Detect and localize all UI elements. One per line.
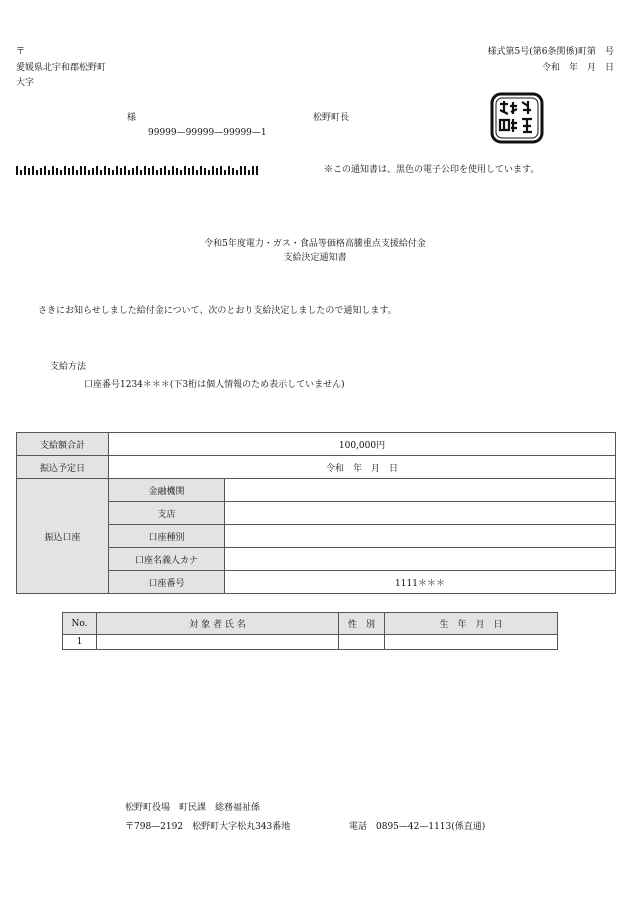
account-type-label: 口座種別 — [109, 525, 225, 548]
table-row — [17, 479, 616, 502]
account-number-label: 口座番号 — [109, 571, 225, 594]
address-line-2: 大字 — [16, 78, 35, 88]
footer-phone: 電話 0895—42—1113(係直通) — [349, 822, 486, 832]
bank-value — [225, 479, 616, 502]
table-row — [63, 635, 558, 650]
footer-office: 松野町役場 町民課 総務福祉係 — [125, 803, 261, 813]
bank-label: 金融機関 — [109, 479, 225, 502]
cell-no: 1 — [63, 635, 97, 650]
address-line-1: 愛媛県北宇和郡松野町 — [16, 63, 107, 73]
account-holder-value — [225, 548, 616, 571]
recipient-table — [62, 612, 558, 650]
issuer-title: 松野町長 — [313, 113, 350, 123]
cell-birthdate — [385, 635, 558, 650]
branch-value — [225, 502, 616, 525]
header-no: No. — [63, 613, 97, 635]
form-number: 様式第5号(第6条関係)町第 号 — [487, 47, 614, 57]
payment-table — [16, 432, 616, 594]
header-birthdate: 生 年 月 日 — [385, 613, 558, 635]
payment-method-detail: 口座番号1234＊＊＊(下3桁は個人情報のため表示していません) — [84, 380, 345, 390]
customer-barcode — [16, 165, 260, 174]
total-label: 支給額合計 — [17, 433, 109, 456]
header-name: 対 象 者 氏 名 — [97, 613, 339, 635]
header-gender: 性 別 — [339, 613, 385, 635]
table-header-row — [63, 613, 558, 635]
recipient-honorific: 様 — [127, 113, 137, 123]
table-row — [17, 433, 616, 456]
total-value: 100,000円 — [109, 433, 616, 456]
issue-date: 令和 年 月 日 — [541, 63, 614, 73]
document-title-line-2: 支給決定通知書 — [283, 253, 347, 263]
body-text: さきにお知らせしました給付金について、次のとおり支給決定しましたので通知します。 — [38, 306, 397, 316]
transfer-date-label: 振込予定日 — [17, 456, 109, 479]
cell-name — [97, 635, 339, 650]
postal-mark: 〒 — [16, 47, 26, 57]
account-holder-label: 口座名義人カナ — [109, 548, 225, 571]
transfer-date-value: 令和 年 月 日 — [109, 456, 616, 479]
transfer-account-label: 振込口座 — [17, 479, 109, 594]
payment-method-heading: 支給方法 — [50, 362, 87, 372]
table-row — [17, 456, 616, 479]
electronic-seal-notice: ※この通知書は、黒色の電子公印を使用しています。 — [324, 165, 540, 175]
account-number-value: 1111＊＊＊ — [225, 571, 616, 594]
recipient-id-number: 99999—99999—99999—1 — [148, 128, 267, 138]
official-seal-icon — [490, 92, 544, 144]
account-type-value — [225, 525, 616, 548]
footer-address: 〒798—2192 松野町大字松丸343番地 — [125, 822, 291, 832]
document-title-line-1: 令和5年度電力・ガス・食品等価格高騰重点支援給付金 — [204, 239, 426, 249]
branch-label: 支店 — [109, 502, 225, 525]
cell-gender — [339, 635, 385, 650]
